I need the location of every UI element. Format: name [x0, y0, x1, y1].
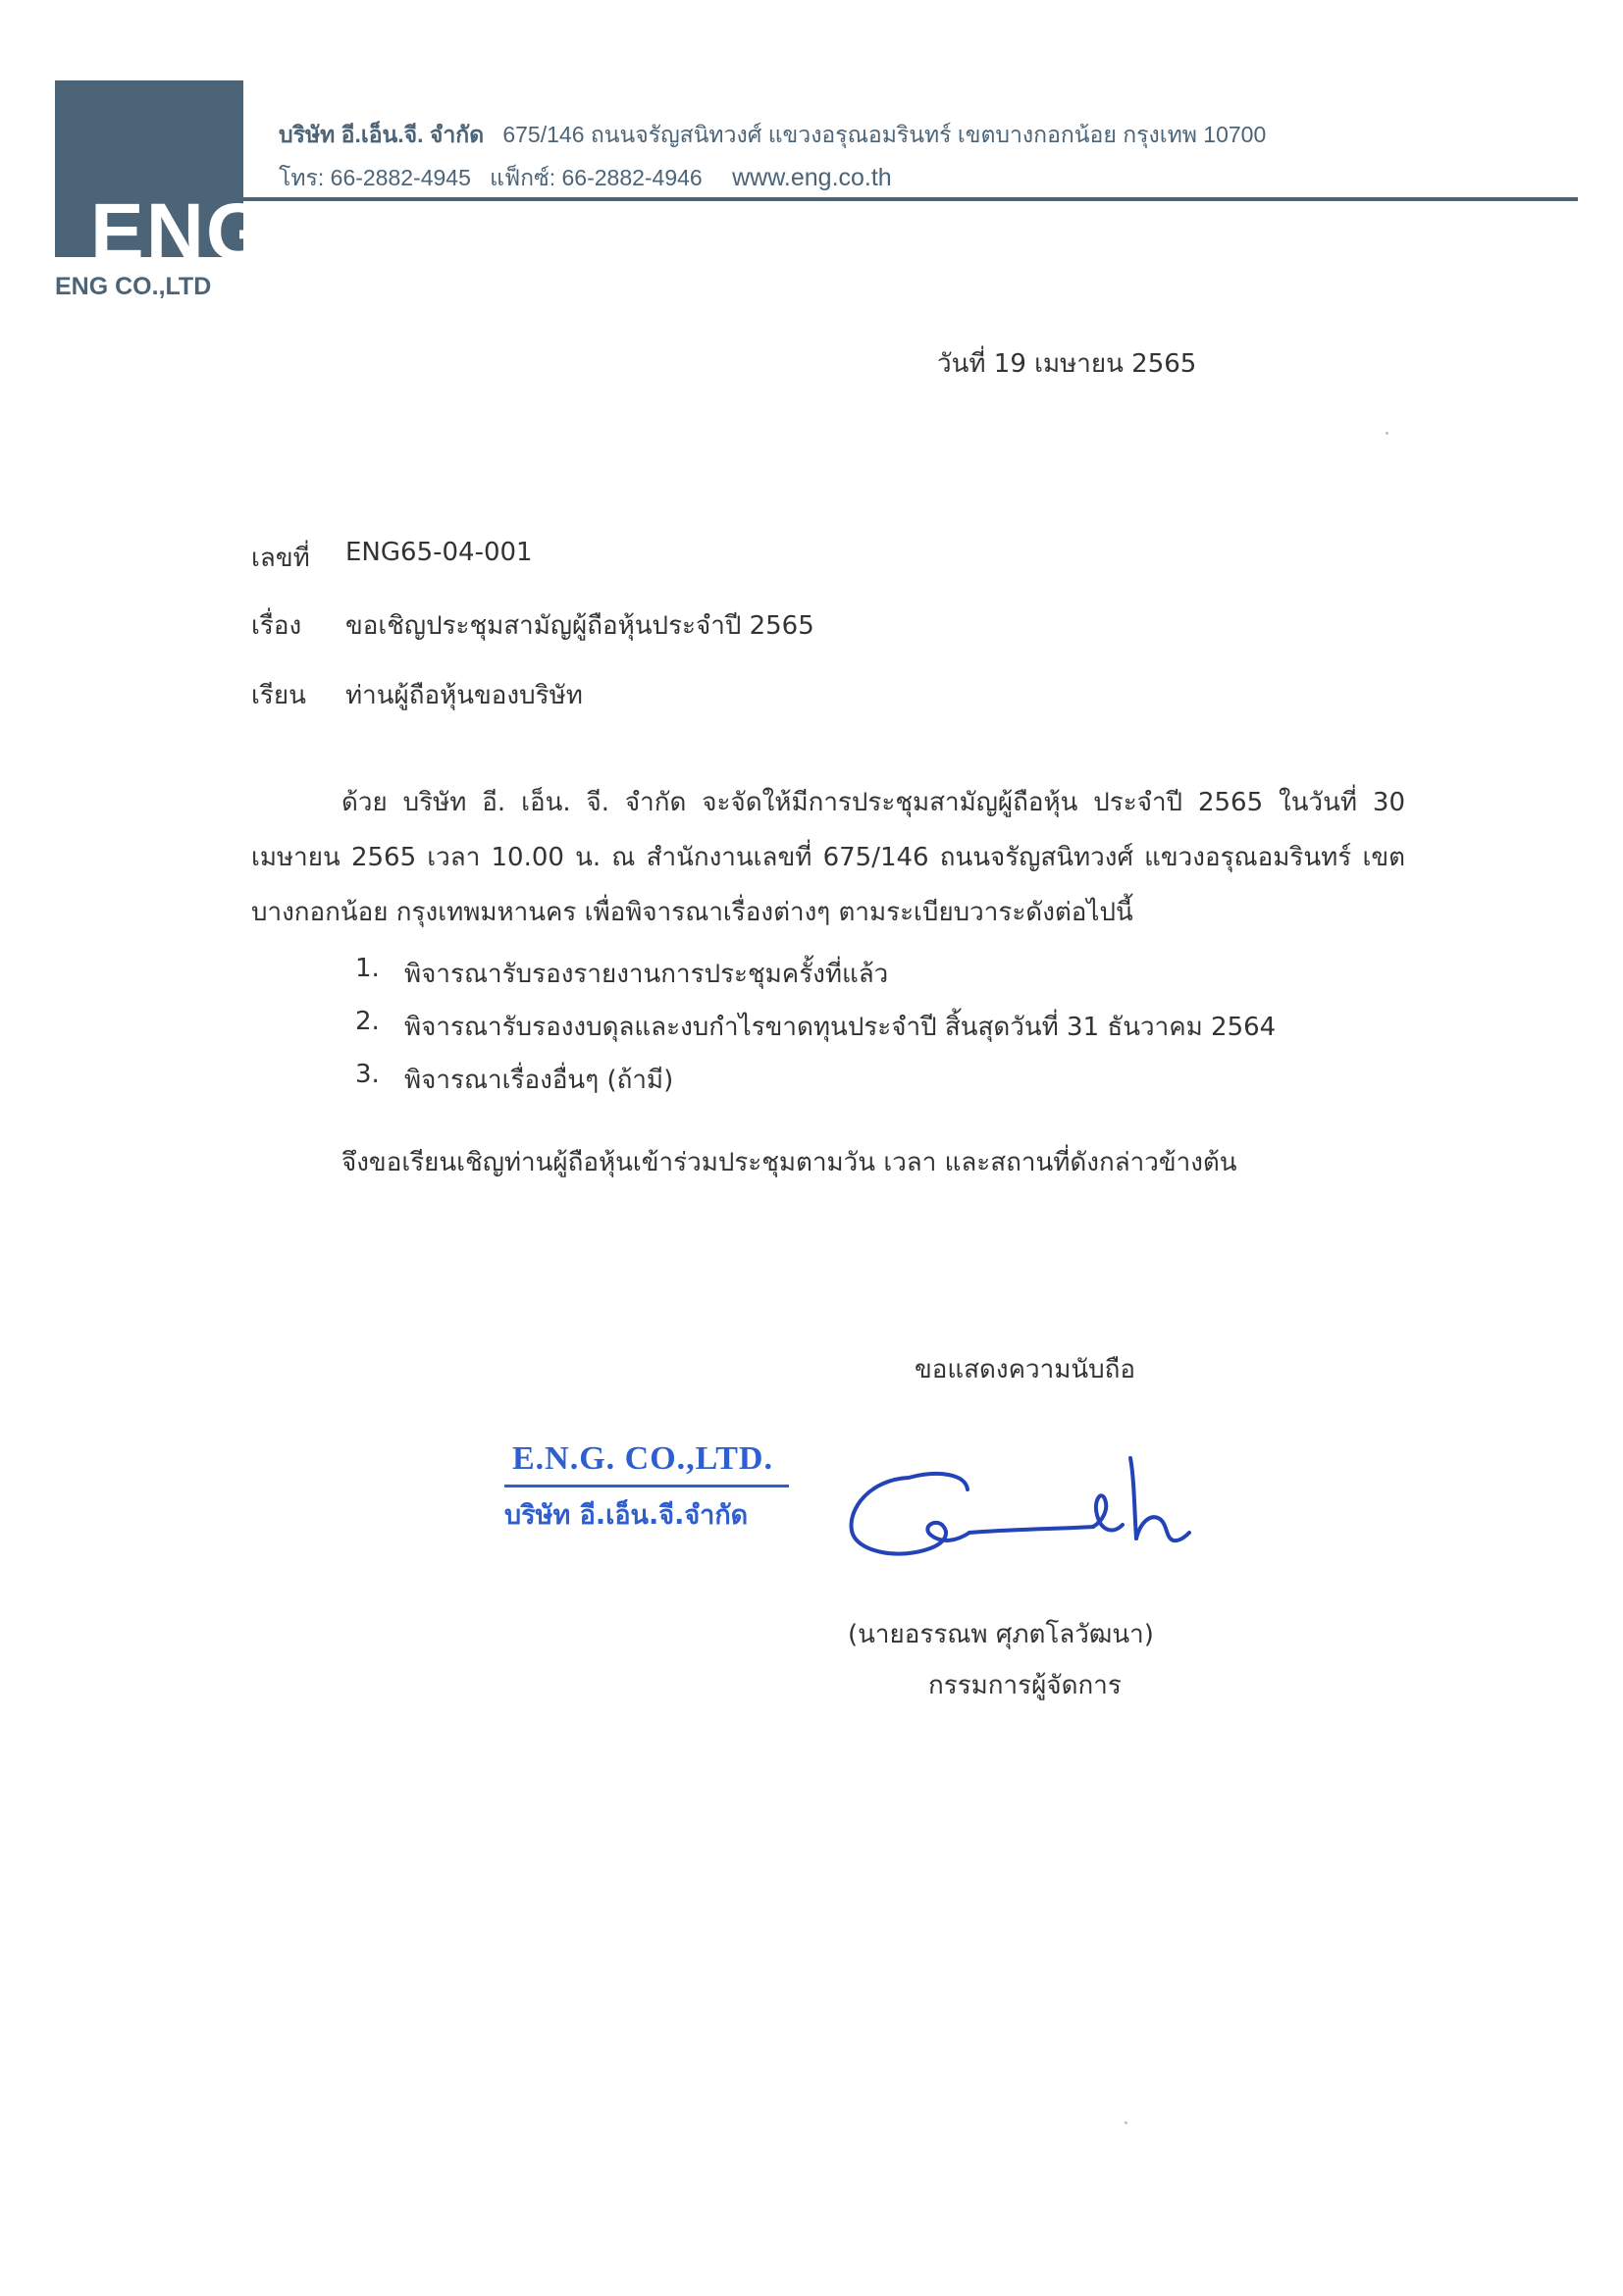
subject-value: ขอเชิญประชุมสามัญผู้ถือหุ้นประจำปี 2565 [345, 611, 814, 641]
company-stamp-english: E.N.G. CO.,LTD. [512, 1440, 773, 1477]
letter-number-label: เลขที่ [251, 544, 310, 573]
signer-title: กรรมการผู้จัดการ [928, 1671, 1122, 1700]
agenda-item-text: พิจารณารับรองรายงานการประชุมครั้งที่แล้ว [404, 960, 889, 989]
subject-label: เรื่อง [251, 611, 302, 641]
scan-speck [1125, 2121, 1127, 2124]
letterhead-rule [243, 197, 1578, 201]
scan-speck [1386, 432, 1388, 435]
agenda-item-number: 2. [355, 1007, 380, 1036]
recipient-value: ท่านผู้ถือหุ้นของบริษัท [345, 681, 583, 710]
company-phone: โทร: 66-2882-4945 [279, 165, 471, 190]
company-fax: แฟ็กซ์: 66-2882-4946 [490, 165, 703, 190]
company-logo: ENG [90, 187, 271, 277]
agenda-item-number: 3. [355, 1060, 380, 1089]
letterhead-address-line [279, 118, 1266, 153]
agenda-item-text: พิจารณาเรื่องอื่นๆ (ถ้ามี) [404, 1066, 674, 1095]
company-name: บริษัท อี.เอ็น.จี. จำกัด [279, 122, 485, 147]
recipient-label: เรียน [251, 681, 306, 710]
logo-caption: ENG CO.,LTD [55, 273, 212, 300]
company-stamp-rule [504, 1485, 789, 1487]
company-address: 675/146 ถนนจรัญสนิทวงศ์ แขวงอรุณอมรินทร์ เขตบางกอกน้อย กรุงเทพ 10700 [502, 122, 1267, 147]
letter-date: วันที่ 19 เมษายน 2565 [937, 349, 1197, 379]
letterhead-contact-line [279, 161, 892, 196]
regards-line: ขอแสดงความนับถือ [915, 1355, 1135, 1384]
company-website: www.eng.co.th [732, 164, 892, 191]
closing-paragraph: จึงขอเรียนเชิญท่านผู้ถือหุ้นเข้าร่วมประชุมตามวัน เวลา และสถานที่ดังกล่าวข้างต้น [341, 1148, 1237, 1177]
agenda-item-text: พิจารณารับรองงบดุลและงบกำไรขาดทุนประจำปี สิ้นสุดวันที่ 31 ธันวาคม 2564 [404, 1013, 1277, 1042]
agenda-item-number: 1. [355, 954, 380, 983]
company-stamp-thai: บริษัท อี.เอ็น.จี.จำกัด [504, 1500, 749, 1531]
letter-number-value: ENG65-04-001 [345, 538, 533, 567]
body-paragraph: ด้วย บริษัท อี. เอ็น. จี. จำกัด จะจัดให้มีการประชุมสามัญผู้ถือหุ้น ประจำปี 2565 ในวันที่ 30 เมษายน 2565 เวลา 10.00 น. ณ สำนักงานเลขที่ 675/146 ถนนจรัญสนิทวงศ์ แขวงอรุณอมรินทร์ เขตบางกอกน้อย กรุงเทพมหานคร เพื่อพิจารณาเรื่องต่างๆ ตามระเบียบวาระดังต่อไปนี้ [251, 788, 1405, 927]
signer-name: (นายอรรณพ ศุภตโลวัฒนา) [848, 1620, 1154, 1649]
signature-image [840, 1450, 1213, 1578]
